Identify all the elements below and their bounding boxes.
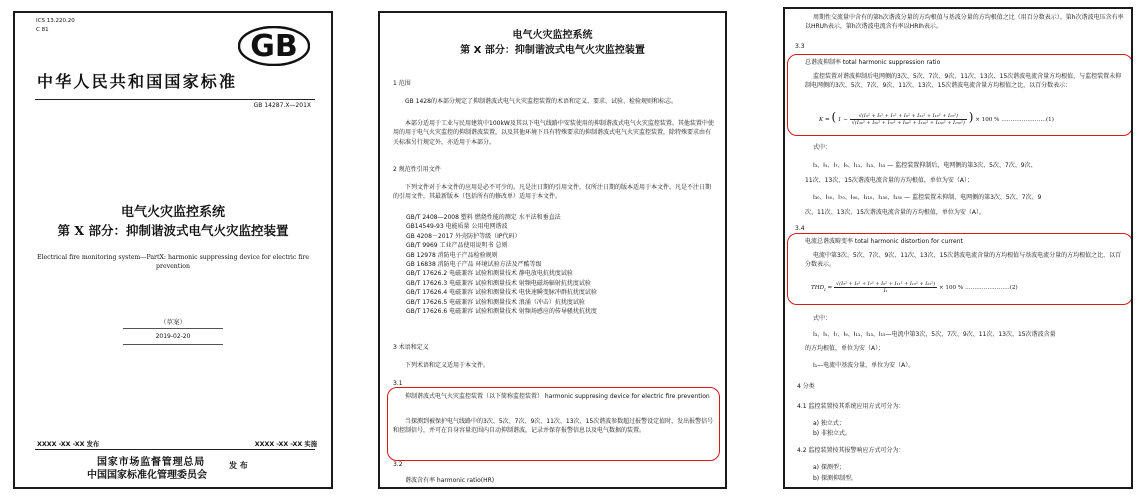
gb-logo-text: GB	[250, 29, 298, 64]
definition-3-3: 监控装置对谐波抑制后电网侧的3次、5次、7次、9次、11次、13次、15次谐波电流含量方均根值，与监控装置未抑制电网侧的3次、5次、7次、9次、11次、13次、15次谐波电流含量方均根值之比，以百分数表示：	[805, 73, 1122, 90]
issuer-samr: 国家市场监督管理总局	[97, 457, 205, 468]
where-label-2: 式中：	[813, 315, 832, 322]
section-2-para-1: 下列文件对于本文件的应用是必不可少的。凡是注日期的引用文件，仅所注日期的版本适用于本文件。凡是不注日期的引用文件，其最新版本（包括所有的修改单）适用于本文件。	[393, 184, 712, 201]
gb-logo	[238, 26, 310, 66]
list-item: a) 独立式；	[813, 420, 845, 427]
list-item: GB 12978 消防电子产品检验规则	[406, 251, 498, 259]
page-title-part: 第 X 部分：抑制谐波式电气火灾监控装置	[460, 45, 645, 56]
footer-rule	[35, 449, 315, 450]
section-1-para-2: 本部分适用于工业与民用建筑中100kW及其以下电气线路中安装使用的抑制谐波式电气火灾监控装置。其他装置中使用的用于电气火灾监控的抑制谐波装置，以及其他环境下具有特殊要求的抑制谐波式电气火灾监控装置，除特殊要求由有关标准另行规定外，亦适用于本部分。	[393, 120, 714, 146]
draft-date: 2019-02-20	[155, 333, 191, 340]
term-3-3: 总谐波抑制率 total harmonic suppression ratio	[805, 59, 941, 66]
cover-title-main: 电气火灾监控系统	[120, 205, 225, 220]
ccs-code: C 81	[36, 27, 49, 33]
formula-2-numerator: √(I₃² + I₅² + I₇² + I₉² + I₁₁² + I₁₃² + I₁₅²)	[835, 281, 936, 287]
section-4-heading: 4 分类	[797, 383, 815, 390]
content-page-1	[378, 11, 727, 489]
list-item: GB/T 17626.3 电磁兼容 试验和测量技术 射频电磁场辐射抗扰度试验	[406, 279, 591, 287]
term-3-2: 谐波含有率 harmonic ratio(HR)	[405, 477, 495, 484]
formula-2-denominator: I₁	[883, 288, 888, 294]
section-4-2: 4.2 监控装置按其报警响应方式可分为：	[797, 447, 905, 454]
definition-i-before-cont: 次、11次、13次、15次谐波电流含量的方均根值，单位为安（A）。	[805, 209, 986, 216]
section-3-3-number: 3.3	[795, 43, 805, 50]
implementation-date: XXXX -XX -XX 实施	[254, 441, 317, 448]
definition-i-harmonic: I₃、I₅、I₇、I₉、I₁₁、I₁₃、I₁₅—电流中第3次、5次、7次、9次、11次、13次、15次谐波含量	[813, 331, 1056, 338]
formula-2-tail: × 100 % ……………………(2)	[938, 285, 1018, 291]
issuer-sac: 中国国家标准化管理委员会	[87, 470, 207, 481]
standard-code: GB 14287.X—201X	[253, 102, 311, 109]
issue-date: XXXX -XX -XX 发布	[37, 441, 100, 448]
list-item: GB14549-93 电能质量 公用电网谐波	[406, 223, 508, 231]
list-item: GB/T 2408—2008 塑料 燃烧性能的测定 水平法和垂直法	[406, 214, 561, 221]
definition-3-1: 当探测到被保护电气线路中的3次、5次、7次、9次、11次、13次、15次谐波参数超过报警设定值时，发出报警信号和控制信号，并可在自身容量范围内自动抑制谐波，记录并保存报警信息以及电气数据的装置。	[393, 418, 714, 435]
cover-title-english: Electrical fire monitoring system—PartX: harmonic suppressing device for electric fire prevention	[36, 254, 310, 270]
section-3-1-number: 3.1	[393, 380, 403, 387]
header-rule	[35, 99, 315, 100]
definition-i-after: I₃、I₅、I₇、I₉、I₁₁、I₁₃、I₁₅ — 监控装置抑制后，电网侧的第3次、5次、7次、9次、	[813, 162, 1037, 169]
section-2-heading: 2 规范性引用文件	[393, 166, 441, 173]
definition-i-fundamental: I₁—电流中基波分量，单位为安（A）。	[813, 362, 915, 369]
section-1-para-1: GB 1428的本部分规定了抑制谐波式电气火灾监控装置的术语和定义、要求、试验、检验规则和标志。	[405, 98, 677, 105]
where-label-1: 式中：	[813, 144, 832, 151]
hr-definition-text: 周期性交流量中含有的第h次谐波分量的方均根值与基波分量的方均根值之比（用百分数表示）。第h次谐波电压含有率以HRUh表示，第h次谐波电流含有率以HRIh表示。	[805, 14, 1124, 31]
section-3-2-number: 3.2	[393, 461, 403, 468]
content-page-2	[783, 7, 1133, 489]
definition-i-harmonic-cont: 的方均根值，单位为安（A）；	[805, 345, 885, 352]
list-item: GB/T 17626.2 电磁兼容 试验和测量技术 静电放电抗扰度试验	[406, 270, 573, 278]
list-item: GB 16838 消防电子产品 环境试验方法及严酷等级	[406, 261, 542, 269]
cover-title-part: 第 X 部分：抑制谐波式电气火灾监控装置	[57, 223, 289, 238]
list-item: b) 非独立式。	[813, 430, 852, 437]
page-title-main: 电气火灾监控系统	[512, 30, 593, 41]
list-item: b) 探测抑制型。	[813, 475, 858, 482]
list-item: GB/T 17626.5 电磁兼容 试验和测量技术 浪涌（冲击）抗扰度试验	[406, 298, 585, 306]
formula-1-tail: × 100 % ……………………(1)	[975, 117, 1054, 123]
list-item: a) 探测型；	[813, 464, 845, 471]
term-3-4: 电流总谐波畸变率 total harmonic distortion for current	[805, 238, 963, 245]
draft-rule-1	[123, 328, 223, 329]
formula-1-numerator: √(I₃² + I₅² + I₇² + I₉² + I₁₁² + I₁₃² + I₁₅²)	[850, 113, 967, 120]
formula-2: $THD_I$ = $\frac{\text{√(I₃² + I₅² + I₇² + I₉² + I₁₁² + I₁₃² + I₁₅²)}}{\text{I₁}}$ × 100 % ……………………(2)	[811, 281, 1018, 294]
issue-word: 发 布	[229, 460, 248, 470]
ics-code: ICS 13.220.20	[36, 18, 75, 24]
cover-page	[13, 11, 333, 489]
national-standard-heading: 中华人民共和国国家标准	[37, 72, 238, 91]
formula-1: K = ( 1 − $\frac{\text{√(I₃² + I₅² + I₇² + I₉² + I₁₁² + I₁₃² + I₁₅²)}}{\text{√(I₃₀² + I₅₀² + I₇₀² + I₉₀² + I₁₁₀² + I₁₃₀² + I₁₅₀²)}}$ ) × 100 % ……………………(1)	[819, 110, 1054, 126]
draft-rule-2	[123, 344, 223, 345]
section-1-heading: 1 范围	[393, 80, 411, 87]
formula-2-lhs: THD	[811, 285, 825, 291]
section-3-4-number: 3.4	[795, 225, 805, 232]
section-3-para-1: 下列术语和定义适用于本文件。	[405, 362, 490, 369]
section-3-heading: 3 术语和定义	[393, 344, 429, 351]
term-3-1: 抑制谐波式电气火灾监控装置（以下简称监控装置） harmonic suppresing device for electric fire prevention	[405, 393, 710, 400]
list-item: GB/T 17626.4 电磁兼容 试验和测量技术 电快速瞬变脉冲群抗扰度试验	[406, 289, 597, 297]
definition-i-before: I₃₀、I₅₀、I₇₀、I₉₀、I₁₁₀、I₁₃₀、I₁₅₀ — 监控装置未抑制，电网侧的第3次、5次、7次、9	[813, 194, 1042, 201]
formula-1-one: 1 −	[837, 117, 848, 123]
section-4-1: 4.1 监控装置按其系统应用方式可分为：	[797, 403, 905, 410]
list-item: GB 4208－2017 外壳防护等级（IP代码）	[406, 232, 521, 240]
definition-i-after-cont: 11次、13次、15次谐波电流含量的方均根值，单位为安（A）；	[805, 177, 974, 184]
formula-1-lhs: K =	[819, 117, 830, 123]
list-item: GB/T 17626.6 电磁兼容 试验和测量技术 射频场感应的传导骚扰抗扰度	[406, 308, 597, 316]
draft-label: （草案）	[160, 318, 186, 326]
definition-3-4: 电流中第3次、5次、7次、9次、11次、13次、15次谐波电流含量的方均根值与基波电流分量的方均根值之比，以百分数表示。	[805, 252, 1122, 269]
formula-1-denominator: √(I₃₀² + I₅₀² + I₇₀² + I₉₀² + I₁₁₀² + I₁₃₀² + I₁₅₀²)	[851, 120, 965, 126]
formula-2-lhs-sub: I	[824, 287, 826, 293]
reference-list	[406, 213, 597, 316]
list-item: GB/T 9969 工业产品使用说明书 总则	[406, 242, 508, 250]
